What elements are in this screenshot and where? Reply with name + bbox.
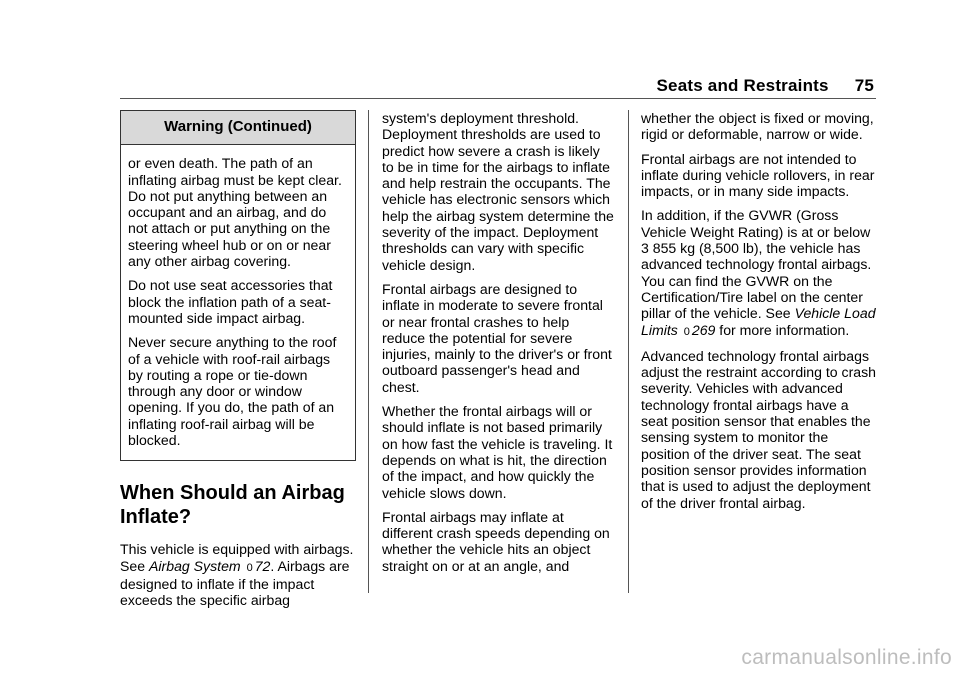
- body-paragraph: In addition, if the GVWR (Gross Vehicle Weight Rating) is at or below 3 855 kg (8,500 lb), the vehicle has advanced technology frontal airbags. You can find the GVWR on the Certification/Tire label on the center pillar of the vehicle. See Vehicle Load Limits 0 269 for more information.: [641, 207, 876, 338]
- column-2: [382, 110, 614, 582]
- page-ref-arrow-icon: 0: [246, 561, 253, 574]
- warning-paragraph: Do not use seat accessories that block the inflation path of a seat-mounted side impact airbag.: [128, 277, 333, 326]
- warning-paragraph: Never secure anything to the roof of a vehicle with roof-rail airbags by routing a rope or tie-down through any door or window opening. If you do, the path of an inflating roof-rail airbag will be blocked.: [128, 334, 337, 449]
- cross-reference-page[interactable]: 72: [254, 557, 271, 574]
- body-paragraph: Frontal airbags are designed to inflate in moderate to severe frontal or near frontal crashes to help reduce the potential for severe injuries, mainly to the driver's or front outboard passenger's head and chest.: [382, 280, 612, 395]
- page-header: [657, 76, 875, 96]
- warning-title: Warning (Continued): [121, 111, 355, 145]
- page-number: 75: [854, 76, 874, 95]
- cross-reference-link[interactable]: Airbag System: [149, 557, 241, 574]
- body-paragraph: whether the object is fixed or moving, rigid or deformable, narrow or wide.: [641, 110, 874, 143]
- body-paragraph: Whether the frontal airbags will or should inflate is not based primarily on how fast the vehicle is traveling. It depends on what is hit, the direction of the impact, and how quickly the vehicle slows down.: [382, 403, 613, 501]
- column-divider-2: [628, 110, 629, 593]
- column-1: [120, 110, 356, 617]
- section-title: Seats and Restraints: [656, 76, 829, 95]
- section-heading: When Should an Airbag Inflate?: [120, 482, 345, 529]
- cross-reference-page[interactable]: 269: [691, 321, 716, 338]
- column-divider-1: [368, 110, 369, 593]
- body-paragraph: Frontal airbags may inflate at different crash speeds depending on whether the vehicle hits an object straight on or at an angle, and: [382, 508, 610, 574]
- body-paragraph: system's deployment threshold. Deployment thresholds are used to predict how severe a crash is likely to be in time for the airbags to inflate and help restrain the occupants. The vehicle has electronic sensors which help the airbag system determine the severity of the impact. Deployment thresholds can vary with specific vehicle design.: [382, 110, 614, 273]
- watermark: carmanualsonline.info: [741, 646, 952, 669]
- warning-paragraph: or even death. The path of an inflating airbag must be kept clear. Do not put anything between an occupant and an airbag, and do not attach or put anything on the steering wheel hub or on or near any other airbag covering.: [128, 155, 342, 270]
- header-rule: [120, 98, 876, 99]
- page-ref-arrow-icon: 0: [683, 325, 690, 338]
- warning-body: [121, 145, 355, 460]
- column-3: [641, 110, 879, 519]
- body-paragraph: Frontal airbags are not intended to inflate during vehicle rollovers, in rear impacts, or in many side impacts.: [641, 150, 875, 200]
- body-paragraph: This vehicle is equipped with airbags. See Airbag System 0 72. Airbags are designed to inflate if the impact exceeds the specific airbag: [120, 541, 354, 609]
- body-paragraph: Advanced technology frontal airbags adjust the restraint according to crash severity. Vehicles with advanced technology frontal airbags have a seat position sensor that enables the sensing system to monitor the position of the driver seat. The seat position sensor provides information that is used to adjust the deployment of the driver frontal airbag.: [641, 347, 877, 511]
- warning-box: [120, 110, 356, 461]
- cross-reference-link[interactable]: Vehicle Load Limits: [641, 305, 876, 338]
